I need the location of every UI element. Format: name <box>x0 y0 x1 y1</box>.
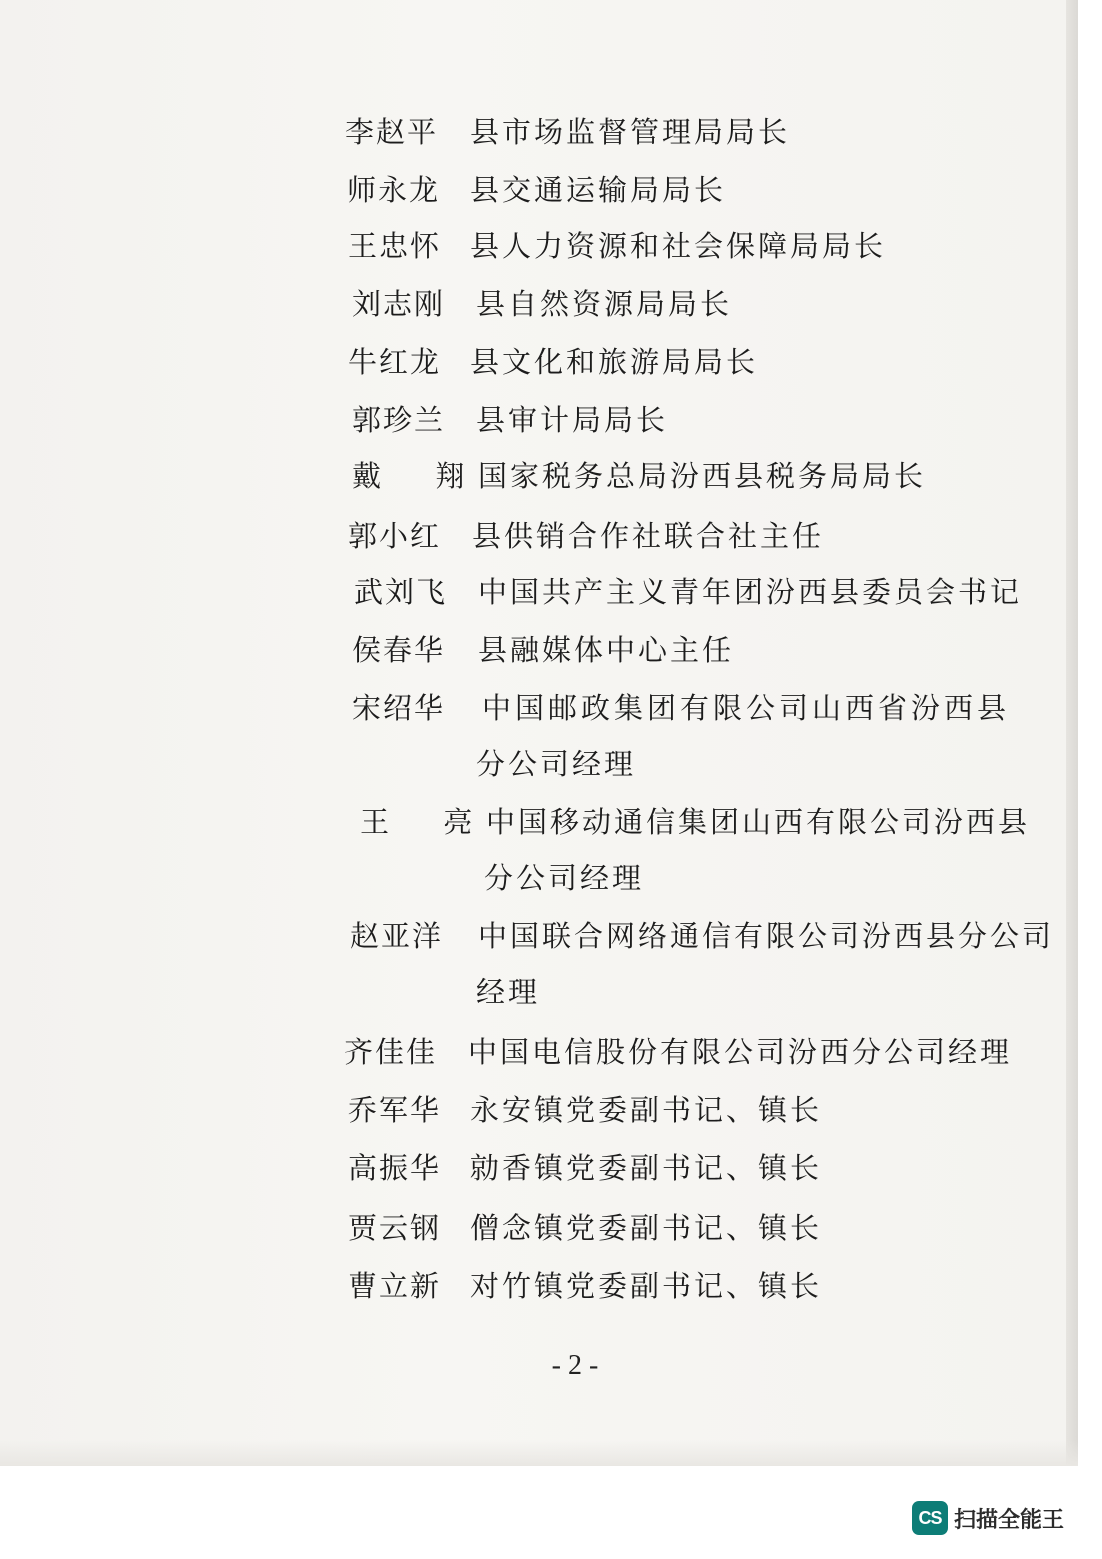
person-name: 宋绍华 <box>352 691 446 725</box>
person-title: 中国共产主义青年团汾西县委员会书记 <box>478 575 1023 609</box>
person-title-continued: 分公司经理 <box>484 861 645 895</box>
scanner-watermark <box>912 1500 1064 1536</box>
person-name: 刘志刚 <box>352 287 446 321</box>
person-title: 县融媒体中心主任 <box>478 633 735 667</box>
person-name: 曹立新 <box>348 1269 442 1303</box>
person-title: 县人力资源和社会保障局局长 <box>470 229 887 263</box>
page-number: - 2 - <box>551 1350 599 1381</box>
person-name: 王忠怀 <box>348 229 442 263</box>
person-name: 郭小红 <box>348 519 442 553</box>
person-title: 永安镇党委副书记、镇长 <box>470 1093 823 1127</box>
person-title: 僧念镇党委副书记、镇长 <box>470 1211 823 1245</box>
person-name: 师永龙 <box>347 173 441 207</box>
person-title-continued: 经理 <box>476 975 541 1009</box>
person-title: 对竹镇党委副书记、镇长 <box>470 1269 823 1303</box>
person-name: 牛红龙 <box>348 345 442 379</box>
person-title: 县自然资源局局长 <box>476 287 733 321</box>
person-title: 县审计局局长 <box>476 403 669 437</box>
page-bottom-shadow <box>0 1440 1078 1466</box>
watermark-brand: 扫描全能王 <box>954 1507 1065 1533</box>
person-title: 中国电信股份有限公司汾西分公司经理 <box>468 1035 1013 1069</box>
person-title: 中国联合网络通信有限公司汾西县分公司 <box>478 919 1055 953</box>
person-title: 国家税务总局汾西县税务局局长 <box>478 459 927 493</box>
person-name: 赵亚洋 <box>350 919 444 953</box>
person-name: 戴 翔 <box>352 459 477 493</box>
person-name: 武刘飞 <box>354 575 448 609</box>
person-title: 县市场监督管理局局长 <box>470 115 791 149</box>
person-name: 高振华 <box>348 1151 442 1185</box>
person-name: 李赵平 <box>345 115 439 149</box>
camscanner-logo-icon: CS <box>912 1501 948 1535</box>
person-name: 乔军华 <box>348 1093 442 1127</box>
person-name: 郭珍兰 <box>352 403 446 437</box>
person-name: 贾云钢 <box>348 1211 442 1245</box>
person-name: 王 亮 <box>360 805 485 839</box>
person-title-continued: 分公司经理 <box>476 747 637 781</box>
person-name: 侯春华 <box>352 633 446 667</box>
person-title: 县供销合作社联合社主任 <box>472 519 825 553</box>
person-title: 县交通运输局局长 <box>470 173 727 207</box>
person-title: 中国邮政集团有限公司山西省汾西县 <box>482 691 1011 725</box>
person-name: 齐佳佳 <box>344 1035 438 1069</box>
person-title: 中国移动通信集团山西有限公司汾西县 <box>486 805 1031 839</box>
person-title: 勍香镇党委副书记、镇长 <box>470 1151 823 1185</box>
person-title: 县文化和旅游局局长 <box>470 345 759 379</box>
